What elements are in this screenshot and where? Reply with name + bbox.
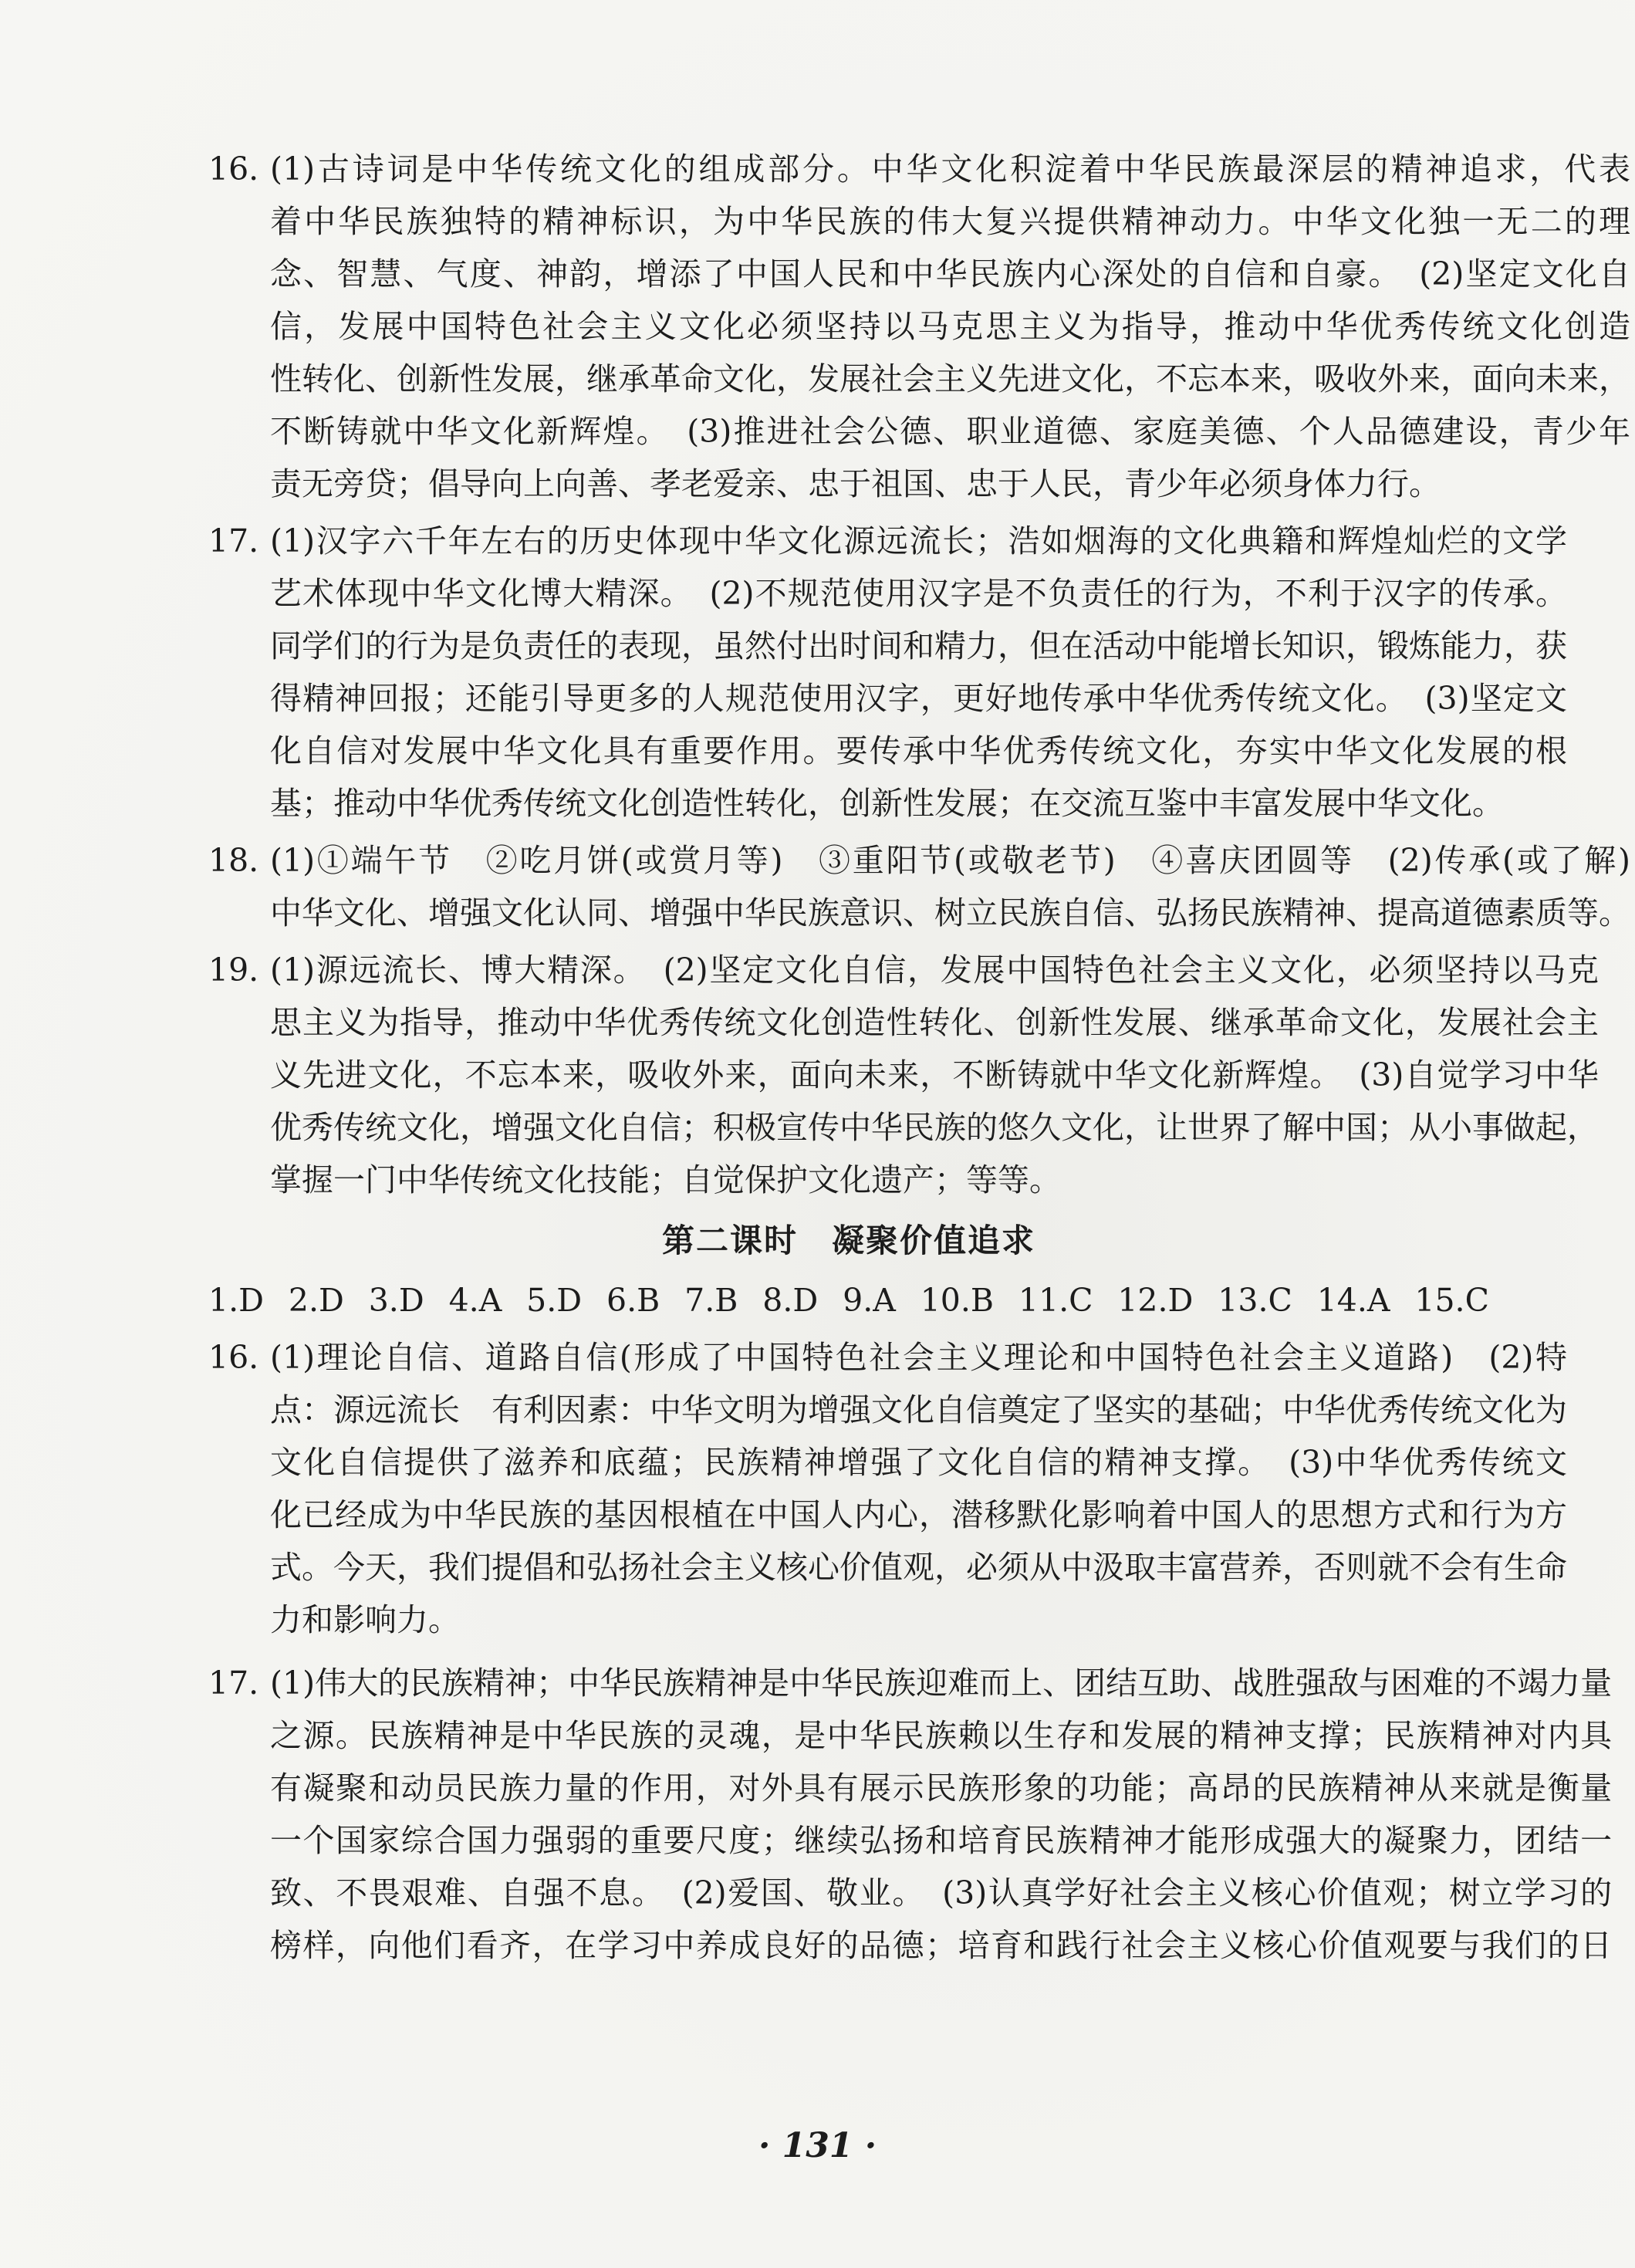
text-line: 念、智慧、气度、神韵，增添了中国人民和中华民族内心深处的自信和自豪。 (2)坚定文化自 [270,255,1630,292]
mc-answer: 5.D [526,1282,583,1319]
text-line: 同学们的行为是负责任的表现，虽然付出时间和精力，但在活动中能增长知识，锻炼能力，获 [270,627,1567,664]
question-number: 17. [208,1665,259,1702]
question-number: 17. [208,522,259,559]
text-line: 掌握一门中华传统文化技能；自觉保护文化遗产；等等。 [270,1161,1061,1198]
text-line: 责无旁贷；倡导向上向善、孝老爱亲、忠于祖国、忠于人民，青少年必须身体力行。 [270,465,1441,502]
text-line: (1)汉字六千年左右的历史体现中华文化源远流长；浩如烟海的文化典籍和辉煌灿烂的文学 [270,522,1567,559]
mc-answer: 15.C [1414,1282,1489,1319]
text-line: 思主义为指导，推动中华优秀传统文化创造性转化、创新性发展、继承革命文化，发展社会主 [270,1004,1599,1041]
text-line: 优秀传统文化，增强文化自信；积极宣传中华民族的悠久文化，让世界了解中国；从小事做起， [270,1109,1599,1146]
text-line: 不断铸就中华文化新辉煌。 (3)推进社会公德、职业道德、家庭美德、个人品德建设，青少年 [270,413,1630,450]
text-line: (1)古诗词是中华传统文化的组成部分。中华文化积淀着中华民族最深层的精神追求，代表 [270,150,1630,188]
answer-text [270,834,1630,939]
text-line: 性转化、创新性发展，继承革命文化，发展社会主义先进文化，不忘本来，吸收外来，面向未来， [270,360,1630,397]
answer-item [208,944,1599,1206]
multiple-choice-answers [208,1274,1489,1327]
text-line: 着中华民族独特的精神标识，为中华民族的伟大复兴提供精神动力。中华文化独一无二的理 [270,203,1630,240]
answer-text [270,515,1567,830]
answer-item [208,1657,1613,1972]
text-line: (1)①端午节 ②吃月饼(或赏月等) ③重阳节(或敬老节) ④喜庆团圆等 (2)传承(或了解) [270,842,1630,879]
answer-text [270,944,1599,1206]
mc-answer: 6.B [606,1282,660,1319]
text-line: 点：源远流长 有利因素：中华文明为增强文化自信奠定了坚实的基础；中华优秀传统文化为 [270,1391,1567,1428]
text-line: 文化自信提供了滋养和底蕴；民族精神增强了文化自信的精神支撑。 (3)中华优秀传统文 [270,1444,1567,1481]
text-line: 式。今天，我们提倡和弘扬社会主义核心价值观，必须从中汲取丰富营养，否则就不会有生命 [270,1549,1567,1586]
answer-text [270,1331,1567,1646]
answer-text [270,143,1630,510]
text-line: 有凝聚和动员民族力量的作用，对外具有展示民族形象的功能；高昂的民族精神从来就是衡量 [270,1769,1613,1807]
mc-answer: 9.A [843,1282,896,1319]
mc-answer: 7.B [684,1282,738,1319]
text-line: 义先进文化，不忘本来，吸收外来，面向未来，不断铸就中华文化新辉煌。 (3)自觉学习中华 [270,1056,1599,1093]
text-line: 之源。民族精神是中华民族的灵魂，是中华民族赖以生存和发展的精神支撑；民族精神对内具 [270,1717,1613,1754]
page-content [208,143,1630,1972]
text-line: (1)源远流长、博大精深。 (2)坚定文化自信，发展中国特色社会主义文化，必须坚持以马克 [270,951,1599,989]
answer-item [208,143,1630,510]
text-line: 一个国家综合国力强弱的重要尺度；继续弘扬和培育民族精神才能形成强大的凝聚力，团结一 [270,1822,1613,1859]
mc-answer: 12.D [1117,1282,1194,1319]
text-line: 化已经成为中华民族的基因根植在中国人内心，潜移默化影响着中国人的思想方式和行为方 [270,1496,1567,1533]
page-number: · 131 · [758,2126,877,2165]
text-line: 信，发展中国特色社会主义文化必须坚持以马克思主义为指导，推动中华优秀传统文化创造 [270,308,1630,345]
question-number: 19. [208,951,259,989]
text-line: (1)伟大的民族精神；中华民族精神是中华民族迎难而上、团结互助、战胜强敌与困难的不竭力量 [270,1665,1613,1702]
mc-answer: 3.D [368,1282,424,1319]
mc-answer: 2.D [288,1282,344,1319]
answer-item [208,1331,1567,1646]
text-line: 艺术体现中华文化博大精深。 (2)不规范使用汉字是不负责任的行为，不利于汉字的传承。 [270,575,1567,612]
text-line: 致、不畏艰难、自强不息。 (2)爱国、敬业。 (3)认真学好社会主义核心价值观；树立学习的 [270,1874,1613,1911]
question-number: 16. [208,150,259,188]
mc-answer: 11.C [1018,1282,1093,1319]
question-number: 18. [208,842,259,879]
section-heading: 第二课时 凝聚价值追求 [661,1222,1035,1259]
answer-text [270,1657,1612,1972]
text-line: 力和影响力。 [270,1601,460,1638]
text-line: 基；推动中华优秀传统文化创造性转化，创新性发展；在交流互鉴中丰富发展中华文化。 [270,785,1504,822]
text-line: 榜样，向他们看齐，在学习中养成良好的品德；培育和践行社会主义核心价值观要与我们的日 [270,1927,1613,1964]
text-line: (1)理论自信、道路自信(形成了中国特色社会主义理论和中国特色社会主义道路) (2)特 [270,1339,1567,1376]
mc-answer: 14.A [1316,1282,1390,1319]
mc-answer: 8.D [762,1282,819,1319]
mc-answer: 1.D [208,1282,264,1319]
mc-answer: 10.B [920,1282,995,1319]
answer-item [208,515,1567,830]
answer-item [208,834,1630,939]
text-line: 化自信对发展中华文化具有重要作用。要传承中华优秀传统文化，夯实中华文化发展的根 [270,732,1567,769]
mc-answer: 13.C [1218,1282,1292,1319]
question-number: 16. [208,1339,259,1376]
mc-answer: 4.A [448,1282,502,1319]
text-line: 中华文化、增强文化认同、增强中华民族意识、树立民族自信、弘扬民族精神、提高道德素质等。 [270,894,1630,931]
text-line: 得精神回报；还能引导更多的人规范使用汉字，更好地传承中华优秀传统文化。 (3)坚定文 [270,680,1567,717]
